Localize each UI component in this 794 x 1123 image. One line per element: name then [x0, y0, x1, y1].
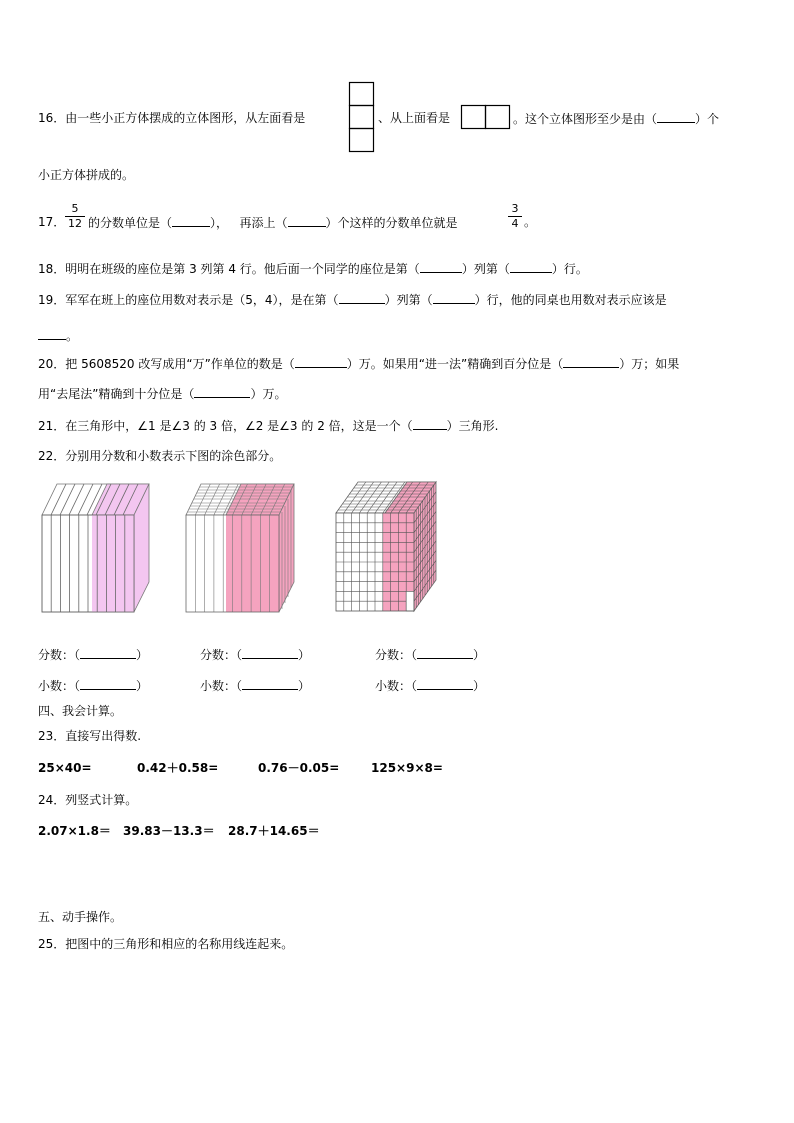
q23-item-1: 25×40= — [38, 761, 92, 775]
fraction-answer-2: 分数：（ ） — [200, 648, 311, 662]
q19-blank-3[interactable] — [38, 328, 66, 340]
section-4-title: 四、我会计算。 — [38, 704, 123, 718]
hundredths-block-figure — [186, 482, 298, 614]
decimal-blank-2[interactable] — [242, 678, 298, 690]
q18-line: 18．明明在班级的座位是第 3 列第 4 行。他后面一个同学的座位是第（ ）列第（ ）行。 — [38, 262, 588, 276]
q17-fraction-3-4: 3 4 — [508, 203, 522, 230]
q16-answer-blank[interactable] — [657, 111, 695, 123]
decimal-answer-1: 小数：（ ） — [38, 679, 149, 693]
q19-line2: 。 — [38, 328, 78, 343]
q19-blank-1[interactable] — [339, 292, 385, 304]
thousandths-cube-figure — [336, 480, 440, 614]
q20-blank-2[interactable] — [563, 356, 619, 368]
tenths-block-figure — [42, 482, 152, 614]
q23-line: 23．直接写出得数. — [38, 729, 142, 743]
q24-item-2: 39.83－13.3＝ — [123, 824, 215, 838]
q20-line1: 20．把 5608520 改写成用“万”作单位的数是（ ）万。如果用“进一法”精确到百分位是（ ）万；如果 — [38, 357, 680, 371]
decimal-blank-1[interactable] — [80, 678, 136, 690]
fraction-answer-3: 分数：（ ） — [375, 648, 486, 662]
q23-item-4: 125×9×8= — [371, 761, 443, 775]
q16-line1-end: 。这个立体图形至少是由（ ）个 — [513, 112, 720, 126]
fraction-answer-1: 分数：（ ） — [38, 648, 149, 662]
q21-blank[interactable] — [413, 418, 447, 430]
q17-blank-2[interactable] — [288, 215, 326, 227]
q17-end: 。 — [524, 215, 537, 229]
q17-blank-1[interactable] — [172, 215, 210, 227]
q25-line: 25．把图中的三角形和相应的名称用线连起来。 — [38, 937, 294, 951]
section-5-title: 五、动手操作。 — [38, 910, 123, 924]
decimal-blank-3[interactable] — [417, 678, 473, 690]
q23-item-3: 0.76－0.05= — [258, 761, 340, 775]
q20-line2: 用“去尾法”精确到十分位是（ ）万。 — [38, 387, 287, 401]
fraction-blank-1[interactable] — [80, 647, 136, 659]
q16-line2: 小正方体拼成的。 — [38, 168, 135, 182]
q22-line: 22．分别用分数和小数表示下图的涂色部分。 — [38, 449, 282, 463]
q24-item-3: 28.7＋14.65＝ — [228, 824, 320, 838]
fraction-blank-2[interactable] — [242, 647, 298, 659]
q16-number: 16． — [38, 111, 66, 125]
q19-line1: 19．军军在班上的座位用数对表示是（5，4），是在第（ ）列第（ ）行，他的同桌也用数对表示应该是 — [38, 293, 667, 307]
decimal-answer-3: 小数：（ ） — [375, 679, 486, 693]
q17-number: 17． — [38, 215, 66, 229]
top-view-figure — [461, 105, 511, 131]
q18-blank-1[interactable] — [420, 261, 462, 273]
q20-blank-3[interactable] — [194, 386, 250, 398]
left-view-figure — [349, 82, 375, 154]
q18-blank-2[interactable] — [510, 261, 552, 273]
q16-text-b: 、从上面看是 — [378, 111, 451, 125]
q21-line: 21．在三角形中，∠1 是∠3 的 3 倍，∠2 是∠3 的 2 倍，这是一个（ ）三角形. — [38, 419, 499, 433]
q20-blank-1[interactable] — [295, 356, 347, 368]
q17-line: 的分数单位是（ ）， 再添上（ ）个这样的分数单位就是 — [88, 216, 458, 230]
q19-blank-2[interactable] — [433, 292, 475, 304]
q16-line1: 16．由一些小正方体摆成的立体图形，从左面看是 — [38, 111, 306, 125]
q23-item-2: 0.42＋0.58= — [137, 761, 219, 775]
q24-line: 24．列竖式计算。 — [38, 793, 138, 807]
q24-item-1: 2.07×1.8＝ — [38, 824, 111, 838]
fraction-blank-3[interactable] — [417, 647, 473, 659]
decimal-answer-2: 小数：（ ） — [200, 679, 311, 693]
q17-fraction-5-12: 5 12 — [65, 203, 85, 230]
